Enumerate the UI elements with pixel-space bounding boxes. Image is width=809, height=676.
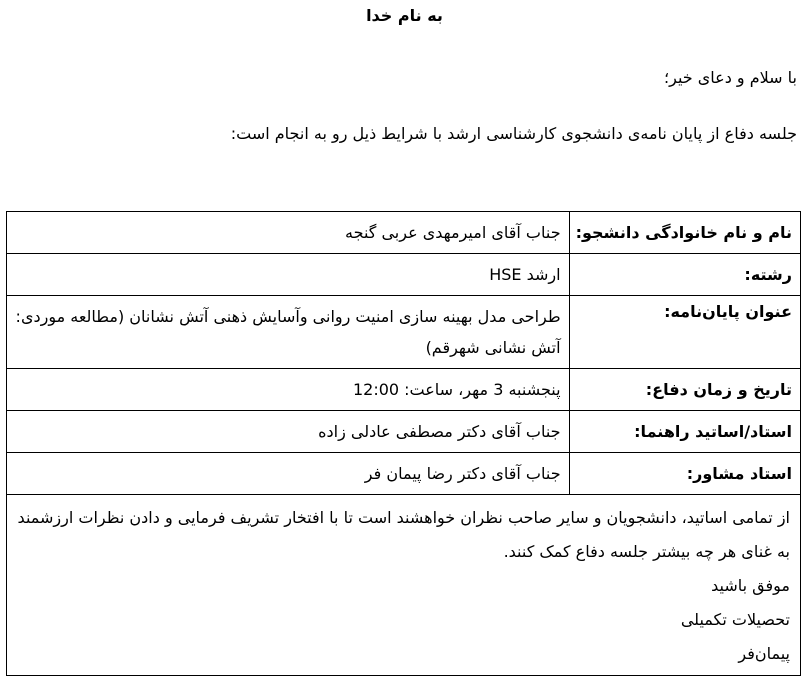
table-row-defense-date [7, 369, 801, 411]
invitation-text: از تمامی اساتید، دانشجویان و سایر صاحب نظران خواهشند است تا با افتخار تشریف فرمایی و دادن نظرات ارزشمند به غنای هر چه بیشتر جلسه دفاع کمک کنند. [17, 508, 790, 561]
wish-text: موفق باشید [711, 576, 790, 595]
field-value: ارشد HSE [7, 254, 570, 296]
table-row-advisor [7, 453, 801, 495]
table-row-thesis-title [7, 296, 801, 369]
closing-cell [7, 495, 801, 676]
advisor-value: جناب آقای دکتر رضا پیمان فر [7, 453, 570, 495]
defense-date-value: پنجشنبه 3 مهر، ساعت: 12:00 [7, 369, 570, 411]
office-name: تحصیلات تکمیلی [680, 610, 790, 629]
table-row-supervisor [7, 411, 801, 453]
table-row-field [7, 254, 801, 296]
table-row-student [7, 212, 801, 254]
supervisor-label: استاد/اساتید راهنما: [569, 411, 800, 453]
page-title: به نام خدا [366, 6, 443, 25]
thesis-title-label: عنوان پایان‌نامه: [569, 296, 800, 369]
advisor-label: استاد مشاور: [569, 453, 800, 495]
defense-date-label: تاریخ و زمان دفاع: [569, 369, 800, 411]
greeting-line: با سلام و دعای خیر؛ [664, 68, 797, 87]
field-label: رشته: [569, 254, 800, 296]
thesis-title-value: طراحی مدل بهینه سازی امنیت روانی وآسایش ذهنی آتش نشانان (مطالعه موردی: آتش نشانی شهرقم) [7, 296, 570, 369]
intro-paragraph: جلسه دفاع از پایان نامه‌ی دانشجوی کارشناسی ارشد با شرایط ذیل رو به انجام است: [230, 124, 797, 143]
student-name-value: جناب آقای امیرمهدی عربی گنجه [7, 212, 570, 254]
supervisor-value: جناب آقای دکتر مصطفی عادلی زاده [7, 411, 570, 453]
table-row-closing [7, 495, 801, 676]
signature-name: پیمان‌فر [738, 644, 790, 663]
student-name-label: نام و نام خانوادگی دانشجو: [569, 212, 800, 254]
defense-info-table [6, 211, 801, 676]
